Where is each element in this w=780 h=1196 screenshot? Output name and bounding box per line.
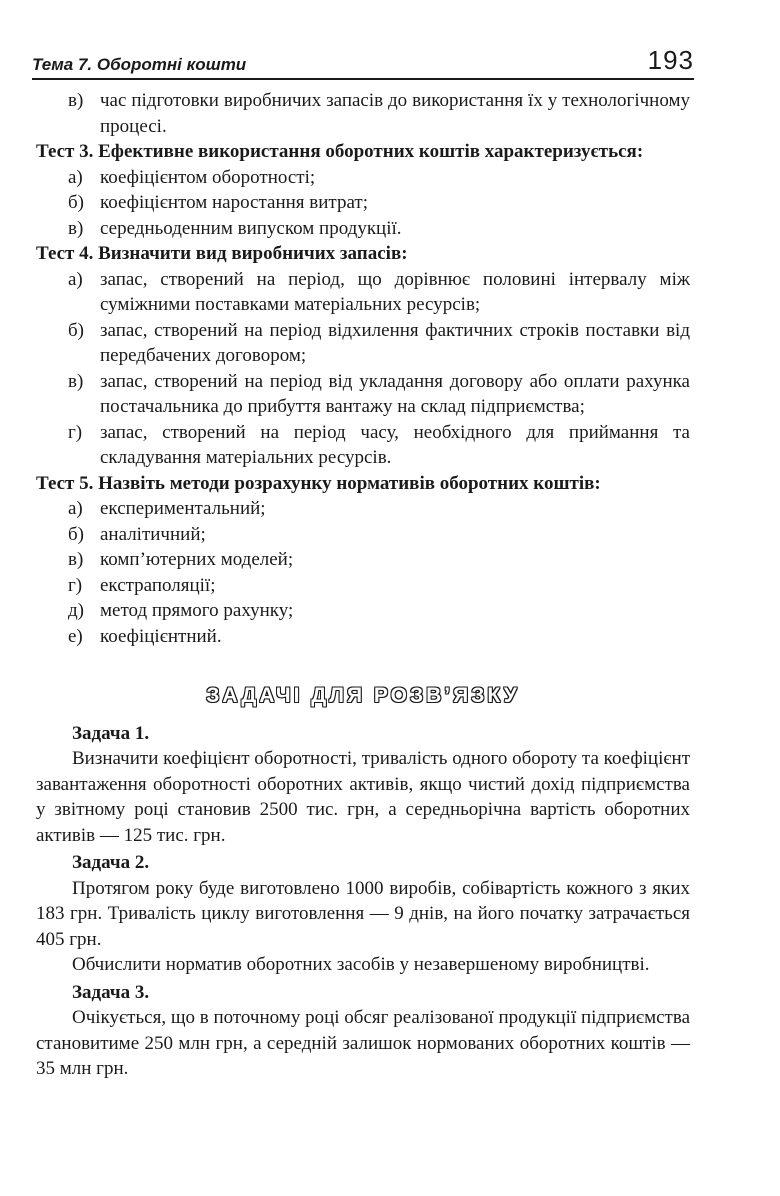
answer-option — [36, 318, 690, 369]
task-title: Задача 2. — [72, 852, 150, 873]
answer-option — [36, 624, 690, 650]
test-block — [36, 139, 690, 241]
option-text: запас, створений на період, що дорівнює половині інтервалу між суміжними поставками матеріальних ресурсів; — [100, 268, 690, 315]
task-paragraph: Обчислити норматив оборотних засобів у незавершеному виробництві. — [72, 954, 650, 975]
task-block — [36, 850, 690, 978]
test-block — [36, 471, 690, 650]
answer-option — [36, 190, 690, 216]
test-question: Тест 4. Визначити вид виробничих запасів: — [36, 243, 408, 264]
option-text: аналітичний; — [100, 523, 206, 545]
section-heading: ЗАДАЧІ ДЛЯ РОЗВ’ЯЗКУ — [206, 684, 520, 707]
task-block — [36, 721, 690, 849]
task-paragraph: Протягом року буде виготовлено 1000 виробів, собівартість кожного з яких 183 грн. Тривалість циклу виготовлення — 9 днів, на його початку затрачається 405 грн. — [36, 877, 690, 950]
option-text: комп’ютерних моделей; — [100, 549, 294, 570]
answer-option — [36, 369, 690, 420]
task-block — [36, 980, 690, 1082]
page-number: 193 — [647, 45, 694, 75]
task-paragraph: Визначити коефіцієнт оборотності, тривалість одного обороту та коефіцієнт завантаження оборотності оборотних активів, якщо чистий дохід підприємства у звітному році становив 2500 тис. грн, а середньорічна вартість оборотних активів — 125 тис. грн. — [36, 748, 690, 846]
task-paragraph: Очікується, що в поточному році обсяг реалізованої продукції підприємства становитиме 250 млн грн, а середній залишок нормованих оборотних коштів — 35 млн грн. — [36, 1007, 690, 1079]
answer-option — [36, 216, 690, 242]
answer-option — [36, 547, 690, 573]
page-header — [32, 44, 694, 80]
option-label: б) — [68, 192, 84, 213]
answer-option — [36, 267, 690, 318]
option-label: в) — [68, 549, 84, 570]
option-text: коефіцієнтом оборотності; — [100, 166, 316, 188]
test-question: Тест 5. Назвіть методи розрахунку нормативів оборотних коштів: — [36, 472, 601, 494]
option-label: а) — [68, 166, 83, 188]
answer-option — [36, 88, 690, 139]
option-label: в) — [68, 217, 84, 239]
test-question: Тест 3. Ефективне використання оборотних коштів характеризується: — [36, 141, 644, 162]
task-title: Задача 1. — [72, 722, 150, 744]
option-text: середньоденним випуском продукції. — [100, 217, 402, 239]
option-text: час підготовки виробничих запасів до використання їх у технологічному процесі. — [100, 90, 690, 137]
test-block — [36, 241, 690, 471]
answer-option — [36, 420, 690, 471]
option-label: а) — [68, 268, 83, 290]
option-text: запас, створений на період відхилення фактичних строків поставки від передбачених договором; — [100, 319, 690, 366]
option-text: експериментальний; — [100, 498, 266, 519]
option-text: запас, створений на період часу, необхідного для приймання та складування матеріальних ресурсів. — [100, 421, 690, 468]
answer-option — [36, 522, 690, 548]
answer-option — [36, 573, 690, 599]
answer-option — [36, 496, 690, 522]
option-text: запас, створений на період від укладання договору або оплати рахунка постачальника до прибуття вантажу на склад підприємства; — [100, 370, 690, 417]
option-label: д) — [68, 600, 84, 621]
option-label: б) — [68, 523, 84, 545]
option-text: метод прямого рахунку; — [100, 600, 294, 621]
option-text: коефіцієнтний. — [100, 625, 222, 647]
option-label: а) — [68, 498, 83, 519]
option-label: е) — [68, 625, 83, 647]
option-label: б) — [68, 319, 84, 341]
option-label: г) — [68, 421, 83, 443]
page-content — [36, 88, 690, 1082]
answer-option — [36, 598, 690, 624]
option-text: екстраполяції; — [100, 574, 216, 596]
option-label: г) — [68, 574, 83, 596]
option-text: коефіцієнтом наростання витрат; — [100, 192, 368, 213]
answer-option — [36, 165, 690, 191]
option-label: в) — [68, 370, 84, 392]
task-title: Задача 3. — [72, 981, 150, 1003]
running-title: Тема 7. Оборотні кошти — [32, 55, 247, 74]
option-label: в) — [68, 90, 84, 111]
